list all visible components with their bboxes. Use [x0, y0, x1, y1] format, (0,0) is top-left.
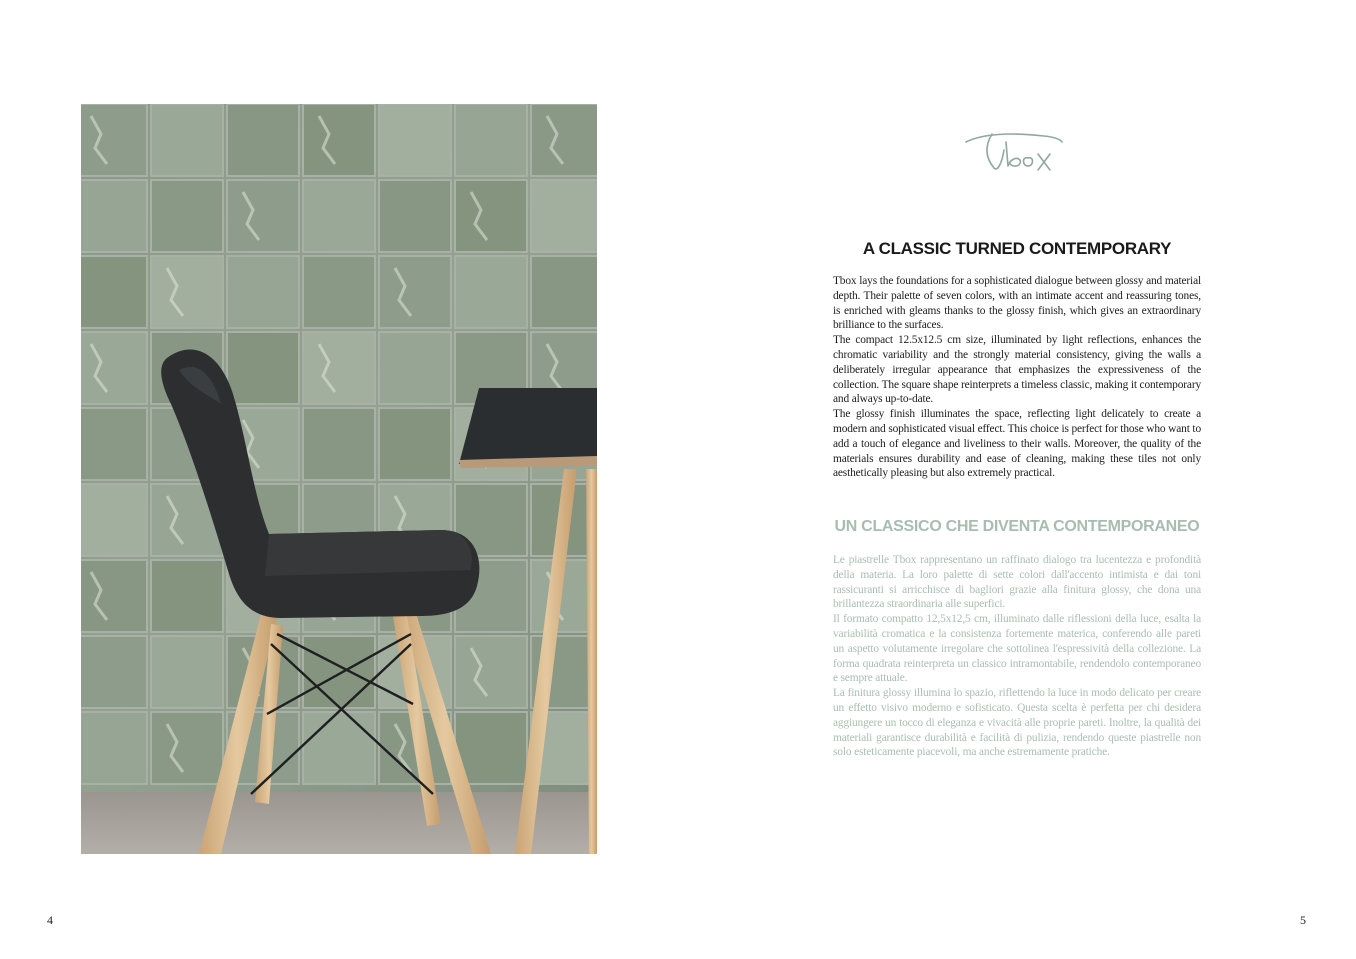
chair-and-tiles-illustration — [81, 104, 597, 854]
tile — [303, 712, 375, 784]
tile — [151, 104, 223, 176]
tbox-logo — [958, 122, 1068, 178]
heading-english: A CLASSIC TURNED CONTEMPORARY — [862, 239, 1172, 258]
tile — [81, 104, 147, 176]
tile — [227, 104, 299, 176]
paragraph-it-2: Il formato compatto 12,5x12,5 cm, illuminato dalle riflessioni della luce, esalta la variabilità cromatica e la consistenza fortemente materica, conferendo alle pareti un aspetto volutamente irregolare che sottolinea l'espressività della collezione. La forma quadrata reinterpreta un classico intramontabile, rendendolo contemporaneo e sempre attuale. — [833, 613, 1201, 685]
paragraph-it-1: Le piastrelle Tbox rappresentano un raffinato dialogo tra lucentezza e profondità della materia. La loro palette di sette colori dall'accento intimista e dai toni rassicuranti si arricchisce di bagliori grazie alla finitura glossy, che dona una brillantezza straordinaria alle superfici. — [833, 554, 1201, 611]
heading-italian: UN CLASSICO CHE DIVENTA CONTEMPORANEO — [834, 518, 1200, 535]
body-italian — [833, 553, 1201, 760]
tile — [379, 180, 451, 252]
tile — [81, 484, 147, 556]
tile — [81, 332, 147, 404]
tile — [227, 332, 299, 404]
tile — [227, 256, 299, 328]
tile — [455, 104, 527, 176]
paragraph-en-1: Tbox lays the foundations for a sophisticated dialogue between glossy and material depth. Their palette of seven colors, with an intimate accent and reassuring tones, is enriched with gleams thanks to the glossy finish, which gives an extraordinary brilliance to the surfaces. — [833, 275, 1201, 332]
product-photo — [81, 104, 597, 854]
tile — [151, 712, 223, 784]
tile — [151, 180, 223, 252]
tile — [303, 256, 375, 328]
tile — [531, 256, 597, 328]
tile — [81, 256, 147, 328]
page-number-left: 4 — [47, 913, 53, 927]
tile — [303, 332, 375, 404]
tile — [379, 332, 451, 404]
tile — [455, 256, 527, 328]
tile — [227, 180, 299, 252]
tbox-signature-logo — [958, 122, 1068, 178]
tile — [379, 104, 451, 176]
tile — [303, 408, 375, 480]
tile — [455, 636, 527, 708]
tile — [81, 712, 147, 784]
tile — [531, 180, 597, 252]
tile — [303, 180, 375, 252]
tile — [379, 256, 451, 328]
paragraph-en-2: The compact 12.5x12.5 cm size, illuminated by light reflections, enhances the chromatic variability and the strongly material consistency, giving the walls a deliberately irregular appearance that emphasizes the expressiveness of the collection. The square shape reinterprets a timeless classic, making it contemporary and always up-to-date. — [833, 334, 1202, 406]
body-english — [833, 274, 1201, 481]
paragraph-en-3: The glossy finish illuminates the space, reflecting light delicately to create a modern and sophisticated visual effect. This choice is perfect for those who want to add a touch of elegance and liveliness to their walls. Moreover, the quality of the materials ensures durability and ease of cleaning, making these tiles not only aesthetically pleasing but also extremely practical. — [833, 408, 1201, 480]
tile — [151, 560, 223, 632]
tile — [81, 180, 147, 252]
tile — [379, 408, 451, 480]
tile — [81, 408, 147, 480]
tile — [531, 104, 597, 176]
tile — [151, 636, 223, 708]
tile — [81, 560, 147, 632]
tile — [455, 180, 527, 252]
page-number-right: 5 — [1300, 913, 1306, 927]
tile — [303, 104, 375, 176]
tile — [81, 636, 147, 708]
tile — [151, 256, 223, 328]
paragraph-it-3: La finitura glossy illumina lo spazio, riflettendo la luce in modo delicato per creare un effetto visivo moderno e sofisticato. Questa scelta è perfetta per chi desidera aggiungere un tocco di eleganza e vivacità alle proprie pareti. Inoltre, la qualità dei materiali garantisce durabilità e facilità di pulizia, rendendo queste piastrelle non solo esteticamente piacevoli, ma anche estremamente pratiche. — [833, 687, 1201, 759]
tile — [303, 636, 375, 708]
